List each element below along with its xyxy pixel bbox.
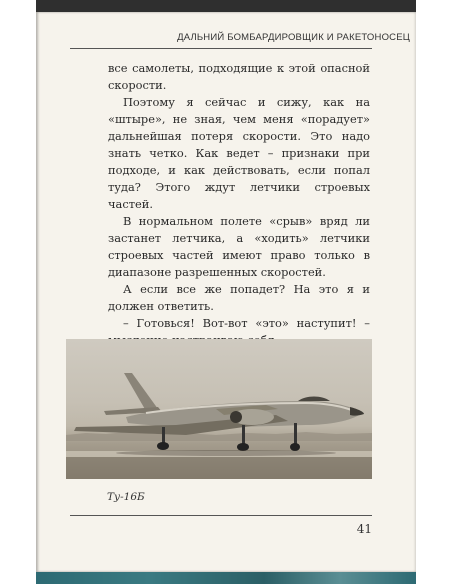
page-number: 41: [356, 522, 372, 536]
figure-caption: Ту-16Б: [107, 491, 145, 503]
header-rule: [70, 48, 372, 49]
running-head: ДАЛЬНИЙ БОМБАРДИРОВЩИК И РАКЕТОНОСЕЦ: [177, 32, 410, 43]
tu-16-aircraft-illustration: [66, 339, 372, 479]
paragraph-4: А если все же попадет? На это я и должен ответить.: [108, 282, 370, 313]
paragraph-1: все самолеты, подходящие к этой опасной скорости.: [108, 61, 370, 92]
scan-bottom-edge: [36, 572, 416, 584]
footer-rule: [70, 515, 372, 516]
aircraft-photo: [66, 339, 372, 479]
paragraph-3: В нормальном полете «срыв» вряд ли застанет летчика, а «ходить» летчики строевых частей имеют право только в диапазоне разрешенных скоростей.: [108, 214, 370, 279]
paragraph-2: Поэтому я сейчас и сижу, как на «штыре», не зная, чем меня «порадует» дальнейшая потеря скорости. Это надо знать четко. Как ведет – признаки при подходе, и как действовать, если попал туда? Этого ждут летчики строевых частей.: [108, 95, 370, 211]
paragraph-5: – Готовься! Вот-вот «это» наступит! –: [123, 316, 370, 330]
